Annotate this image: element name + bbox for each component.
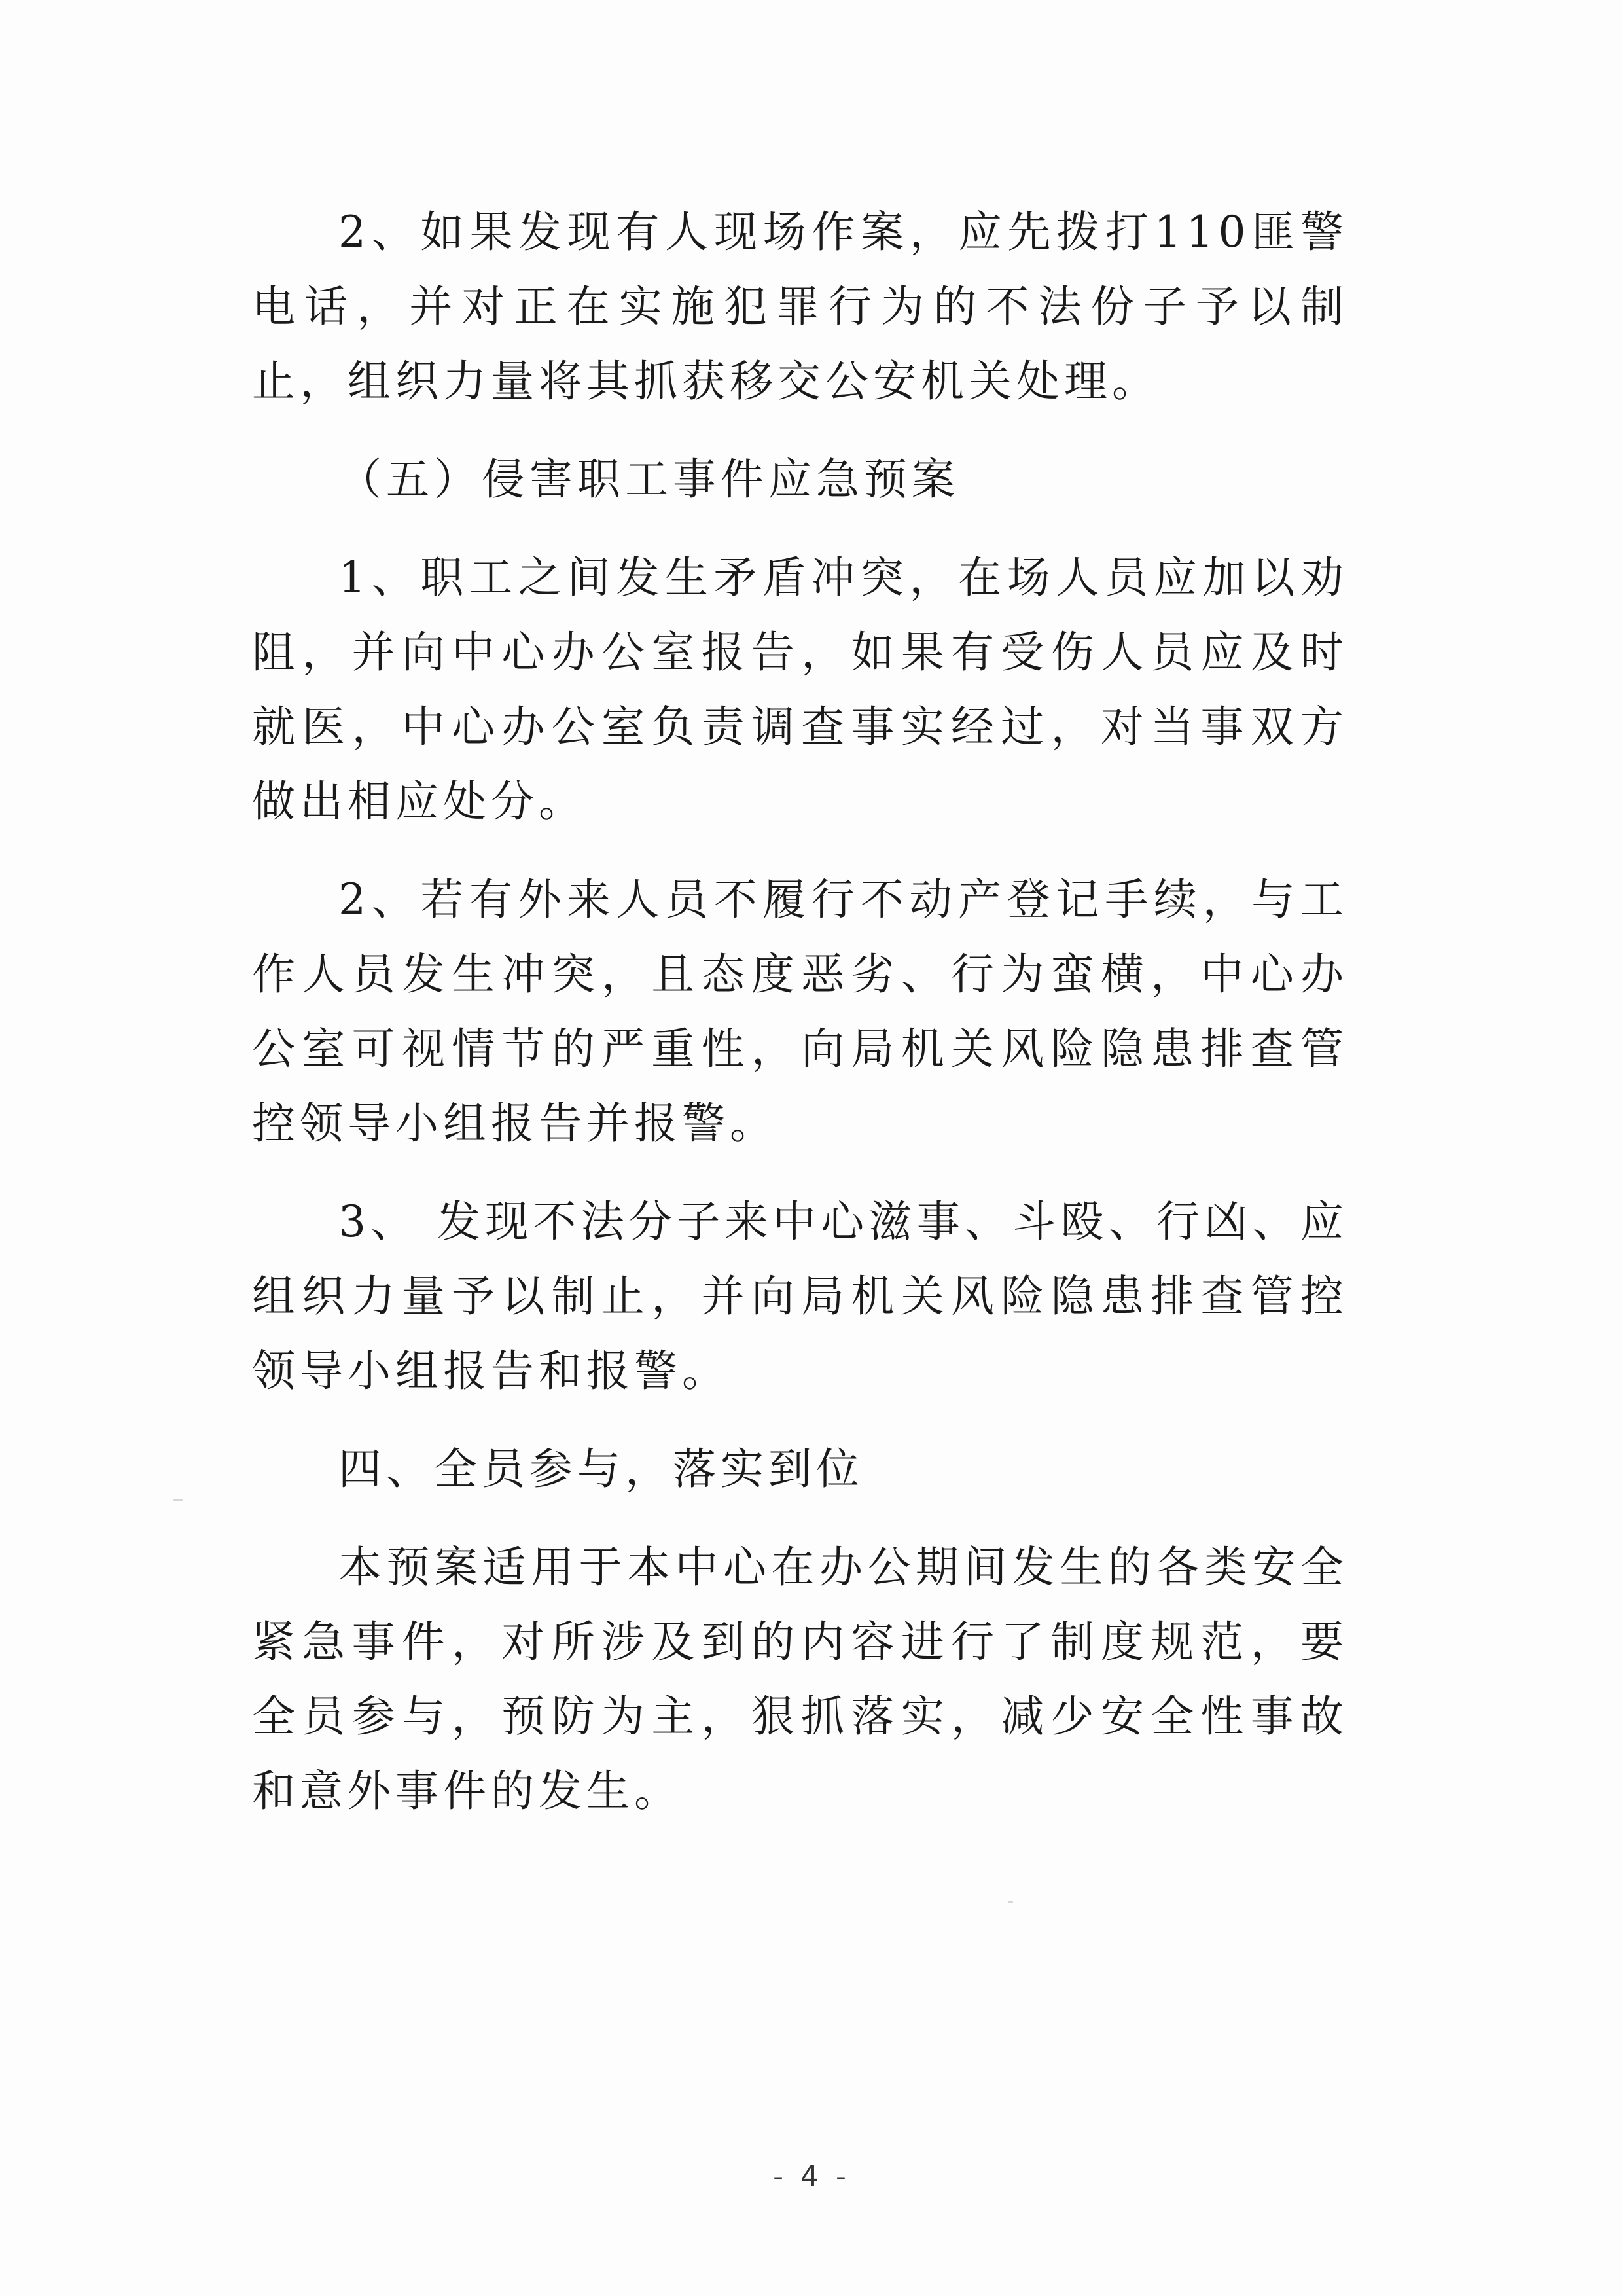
scan-speck (1008, 1901, 1013, 1903)
scan-speck (173, 1499, 183, 1501)
paragraph-staff-conflict: 1、职工之间发生矛盾冲突，在场人员应加以劝阻，并向中心办公室报告，如果有受伤人员应及时就医，中心办公室负责调查事实经过，对当事双方做出相应处分。 (252, 552, 1348, 827)
section-heading-staff-infringement: （五）侵害职工事件应急预案 (338, 454, 959, 505)
paragraph-visitor-conflict: 2、若有外来人员不履行不动产登记手续，与工作人员发生冲突，且态度恶劣、行为蛮横，中心办公室可视情节的严重性，向局机关风险隐患排查管控领导小组报告并报警。 (252, 874, 1348, 1149)
paragraph-troublemakers: 3、 发现不法分子来中心滋事、斗殴、行凶、应组织力量予以制止，并向局机关风险隐患排查管控领导小组报告和报警。 (252, 1196, 1348, 1396)
section-heading-full-participation: 四、全员参与，落实到位 (338, 1444, 864, 1494)
paragraph-report-crime: 2、如果发现有人现场作案，应先拨打110匪警电话，并对正在实施犯罪行为的不法份子予以制止，组织力量将其抓获移交公安机关处理。 (252, 207, 1348, 406)
page-number: - 4 - (773, 2160, 850, 2193)
document-body (252, 195, 1348, 1852)
paragraph-scope: 本预案适用于本中心在办公期间发生的各类安全紧急事件，对所涉及到的内容进行了制度规范，要全员参与，预防为主，狠抓落实，减少安全性事故和意外事件的发生。 (252, 1542, 1348, 1816)
